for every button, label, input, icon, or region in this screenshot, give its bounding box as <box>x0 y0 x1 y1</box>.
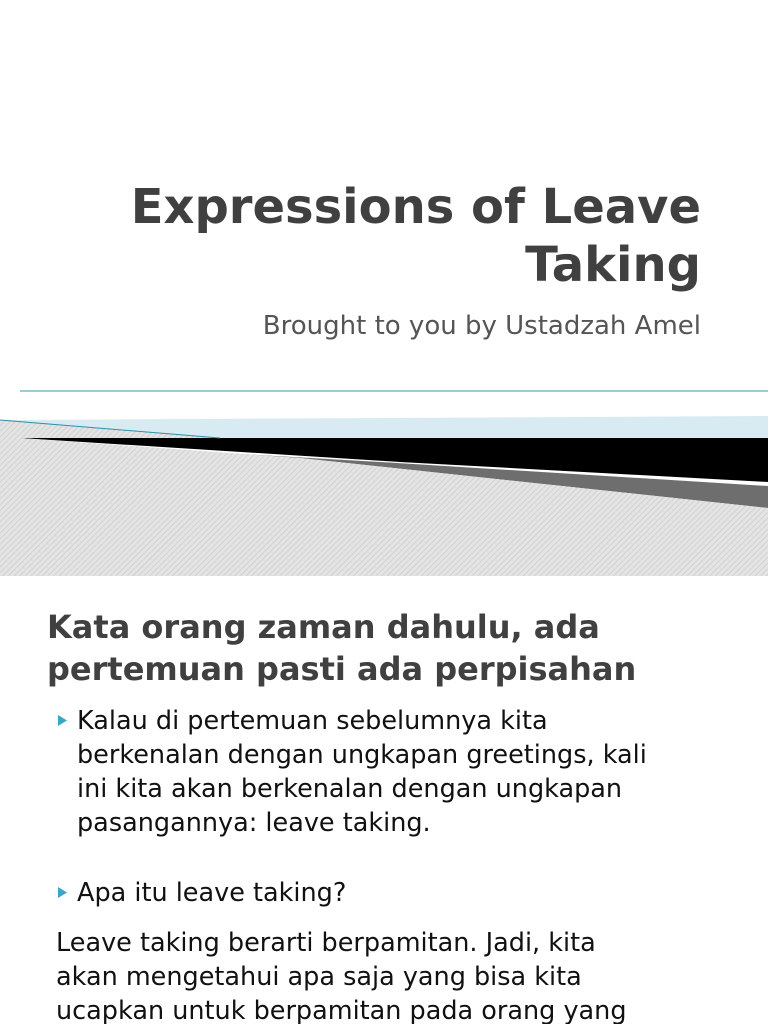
content-slide <box>0 576 768 1024</box>
body-paragraph <box>56 926 746 1024</box>
bullet-line: pasangannya: leave taking. <box>77 808 431 838</box>
bullet-item <box>56 704 746 840</box>
body-line: ucapkan untuk berpamitan pada orang yang <box>56 996 627 1024</box>
body-line: akan mengetahui apa saja yang bisa kita <box>56 962 582 992</box>
bullet-arrow-icon <box>58 887 67 898</box>
bullet-arrow-icon <box>58 715 67 726</box>
bullet-line: Apa itu leave taking? <box>77 878 347 908</box>
slide-title <box>21 178 701 294</box>
decorative-wave-band <box>0 380 768 576</box>
bullet-line: Kalau di pertemuan sebelumnya kita <box>77 706 548 736</box>
heading-line-1: Kata orang zaman dahulu, ada <box>47 608 600 646</box>
slide-subtitle: Brought to you by Ustadzah Amel <box>262 311 701 341</box>
slide-heading <box>47 606 747 690</box>
bullet-item <box>56 876 746 910</box>
bullet-line: ini kita akan berkenalan dengan ungkapan <box>77 774 623 804</box>
bullet-list <box>56 704 746 910</box>
heading-line-2: pertemuan pasti ada perpisahan <box>47 650 637 688</box>
title-line-1: Expressions of Leave <box>130 179 701 235</box>
title-line-2: Taking <box>525 237 701 293</box>
bullet-line: berkenalan dengan ungkapan greetings, kali <box>77 740 647 770</box>
body-line: Leave taking berarti berpamitan. Jadi, kita <box>56 928 596 958</box>
